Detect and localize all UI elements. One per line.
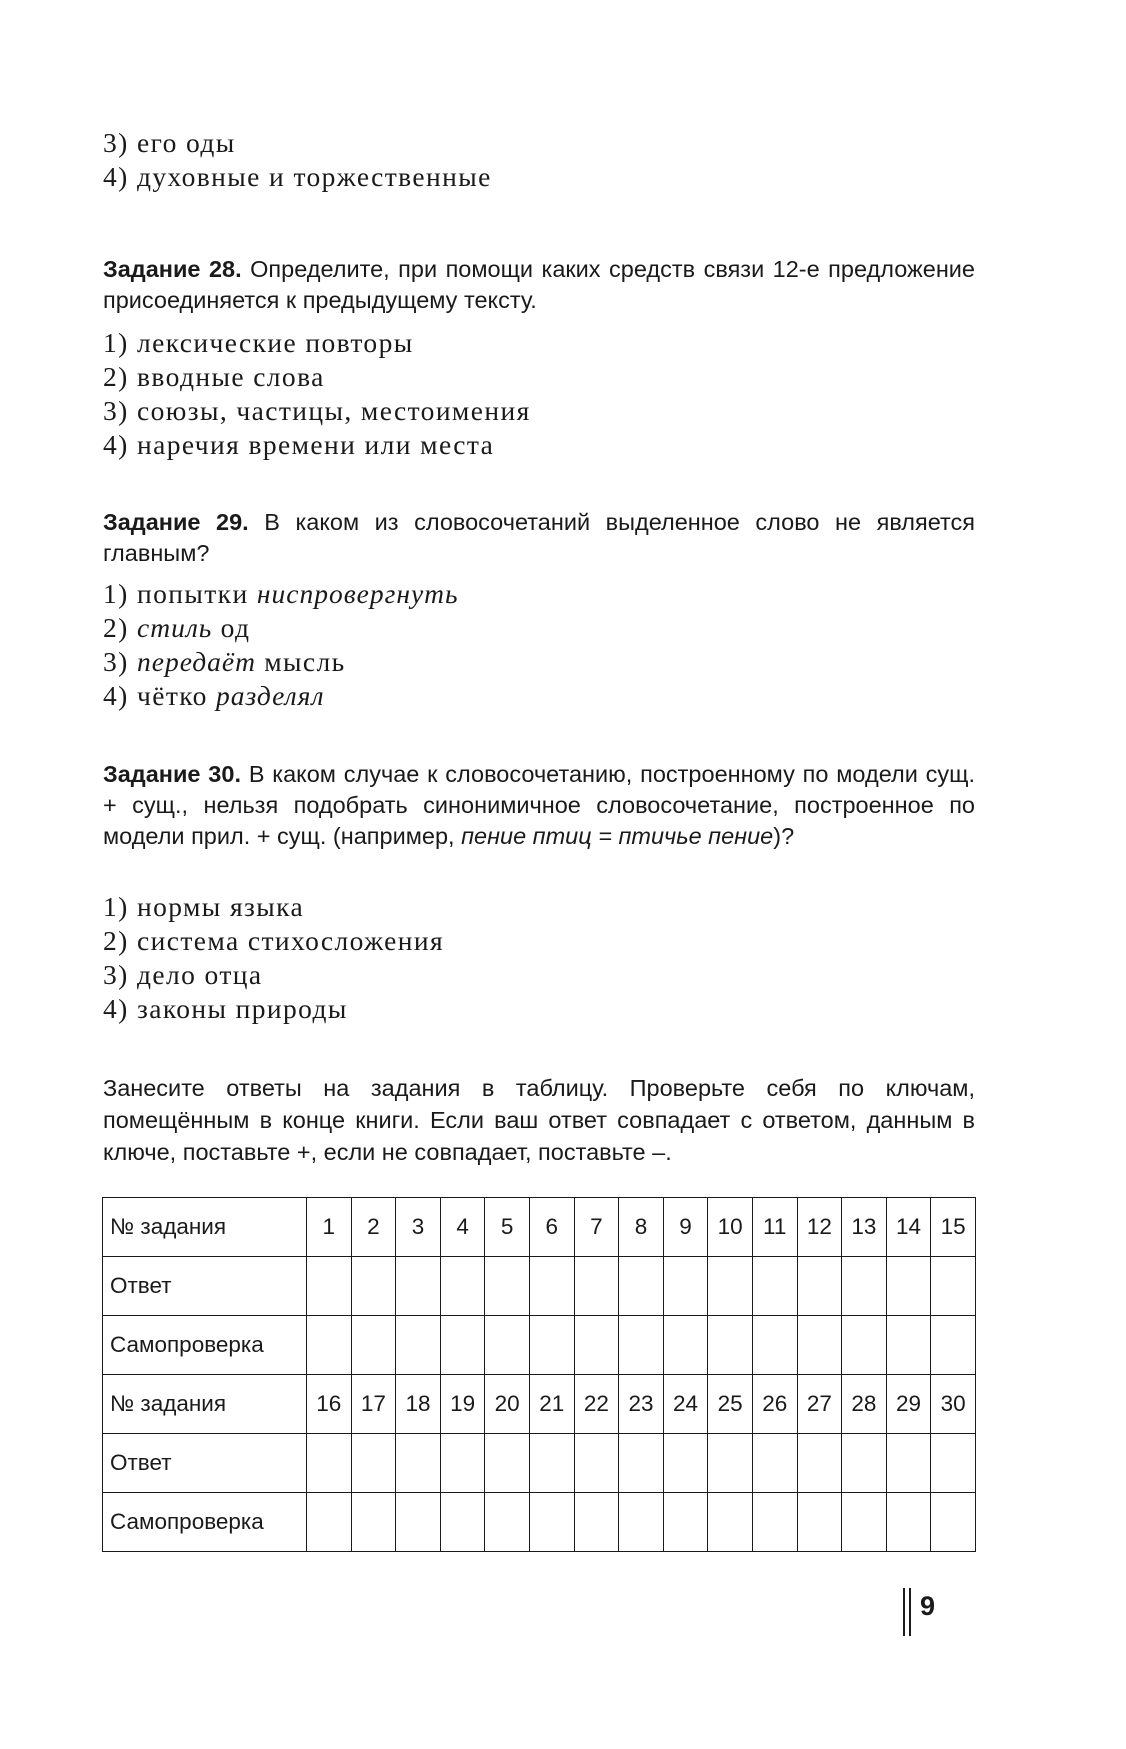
task-number-cell: 7 xyxy=(574,1198,619,1257)
self-check-row xyxy=(103,1493,976,1552)
page-number: 9 xyxy=(920,1591,936,1621)
option: 4) наречия времени или места xyxy=(103,429,495,460)
self-check-cell[interactable] xyxy=(797,1316,842,1375)
option: 1) нормы языка xyxy=(103,891,305,922)
prev-task-options xyxy=(103,126,492,194)
example-phrase: пение птиц = птичье пение xyxy=(461,823,774,849)
answer-cell[interactable] xyxy=(797,1434,842,1493)
self-check-cell[interactable] xyxy=(307,1316,352,1375)
answer-cell[interactable] xyxy=(440,1434,485,1493)
task-28-text: Определите, при помощи каких средств связи 12-е предложение присоединяется к предыдущему тексту. xyxy=(103,256,975,313)
task-28-options xyxy=(103,326,531,462)
task-number-cell: 27 xyxy=(797,1375,842,1434)
answer-cell[interactable] xyxy=(842,1257,887,1316)
option: 2) вводные слова xyxy=(103,361,325,392)
task-number-cell: 14 xyxy=(886,1198,931,1257)
answer-cell[interactable] xyxy=(842,1434,887,1493)
answer-cell[interactable] xyxy=(663,1257,708,1316)
answer-cell[interactable] xyxy=(574,1257,619,1316)
task-30-title: Задание 30. xyxy=(103,761,241,787)
task-number-cell: 21 xyxy=(529,1375,574,1434)
task-number-cell: 13 xyxy=(842,1198,887,1257)
self-check-cell[interactable] xyxy=(307,1493,352,1552)
answer-cell[interactable] xyxy=(663,1434,708,1493)
answer-cell[interactable] xyxy=(307,1257,352,1316)
option: 4) духовные и торжественные xyxy=(103,161,492,192)
row-label: Ответ xyxy=(103,1257,307,1316)
highlighted-word: передаёт xyxy=(137,646,256,677)
answer-cell[interactable] xyxy=(752,1257,797,1316)
task-number-cell: 22 xyxy=(574,1375,619,1434)
task-number-cell: 26 xyxy=(752,1375,797,1434)
answer-cell[interactable] xyxy=(440,1257,485,1316)
instructions-text: Занесите ответы на задания в таблицу. Проверьте себя по ключам, помещённым в конце книги. Если ваш ответ совпадает с ответом, данным в ключе, поставьте +, если не совпадает, поставьте –. xyxy=(103,1075,975,1165)
answer-cell[interactable] xyxy=(351,1257,396,1316)
self-check-cell[interactable] xyxy=(931,1316,976,1375)
answer-cell[interactable] xyxy=(485,1434,530,1493)
task-29-question xyxy=(103,507,975,569)
self-check-cell[interactable] xyxy=(529,1493,574,1552)
task-number-cell: 6 xyxy=(529,1198,574,1257)
task-number-cell: 1 xyxy=(307,1198,352,1257)
self-check-cell[interactable] xyxy=(752,1493,797,1552)
highlighted-word: стиль xyxy=(137,612,213,643)
answer-cell[interactable] xyxy=(931,1434,976,1493)
task-number-cell: 3 xyxy=(396,1198,441,1257)
task-29-text: В каком из словосочетаний выделенное слово не является главным? xyxy=(103,509,975,566)
self-check-cell[interactable] xyxy=(797,1493,842,1552)
self-check-cell[interactable] xyxy=(663,1316,708,1375)
self-check-cell[interactable] xyxy=(440,1493,485,1552)
answer-cell[interactable] xyxy=(797,1257,842,1316)
task-29-options xyxy=(103,577,459,713)
task-28-title: Задание 28. xyxy=(103,256,242,282)
answer-row xyxy=(103,1434,976,1493)
self-check-row xyxy=(103,1316,976,1375)
answer-cell[interactable] xyxy=(886,1434,931,1493)
self-check-cell[interactable] xyxy=(886,1316,931,1375)
task-number-cell: 24 xyxy=(663,1375,708,1434)
answer-table xyxy=(102,1197,976,1552)
task-number-cell: 2 xyxy=(351,1198,396,1257)
task-number-cell: 9 xyxy=(663,1198,708,1257)
option: 3) союзы, частицы, местоимения xyxy=(103,395,531,426)
row-label: № задания xyxy=(103,1198,307,1257)
answer-cell[interactable] xyxy=(619,1257,664,1316)
self-check-cell[interactable] xyxy=(485,1316,530,1375)
self-check-cell[interactable] xyxy=(485,1493,530,1552)
answer-cell[interactable] xyxy=(752,1434,797,1493)
answer-cell[interactable] xyxy=(708,1257,753,1316)
task-28-question xyxy=(103,254,975,316)
task-number-cell: 8 xyxy=(619,1198,664,1257)
option: 1) лексические повторы xyxy=(103,327,414,358)
self-check-cell[interactable] xyxy=(574,1493,619,1552)
task-number-cell: 15 xyxy=(931,1198,976,1257)
option: 2) система стихосложения xyxy=(103,925,445,956)
answer-cell[interactable] xyxy=(574,1434,619,1493)
self-check-cell[interactable] xyxy=(351,1316,396,1375)
self-check-cell[interactable] xyxy=(663,1493,708,1552)
self-check-cell[interactable] xyxy=(931,1493,976,1552)
answer-cell[interactable] xyxy=(931,1257,976,1316)
highlighted-word: разделял xyxy=(216,680,325,711)
row-label: № задания xyxy=(103,1375,307,1434)
self-check-cell[interactable] xyxy=(886,1493,931,1552)
option: 3) дело отца xyxy=(103,959,263,990)
answer-cell[interactable] xyxy=(396,1434,441,1493)
self-check-cell[interactable] xyxy=(574,1316,619,1375)
task-number-cell: 11 xyxy=(752,1198,797,1257)
row-label: Самопроверка xyxy=(103,1316,307,1375)
row-label: Ответ xyxy=(103,1434,307,1493)
row-label: Самопроверка xyxy=(103,1493,307,1552)
answer-cell[interactable] xyxy=(307,1434,352,1493)
self-check-cell[interactable] xyxy=(440,1316,485,1375)
self-check-cell[interactable] xyxy=(529,1316,574,1375)
answer-row xyxy=(103,1257,976,1316)
task-number-cell: 17 xyxy=(351,1375,396,1434)
task-30-question: Задание 30. В каком случае к словосочетанию, построенному по модели сущ. + сущ., нельзя подобрать синонимичное словосочетание, построенное по модели прил. + сущ. (например, пение птиц = птичье пение)? xyxy=(103,761,976,849)
option: 1) попытки ниспровергнуть xyxy=(103,578,459,609)
self-check-cell[interactable] xyxy=(396,1316,441,1375)
task-number-cell: 18 xyxy=(396,1375,441,1434)
task-number-cell: 23 xyxy=(619,1375,664,1434)
self-check-cell[interactable] xyxy=(842,1316,887,1375)
answer-cell[interactable] xyxy=(529,1257,574,1316)
task-number-cell: 12 xyxy=(797,1198,842,1257)
task-number-cell: 5 xyxy=(485,1198,530,1257)
option: 3) передаёт мысль xyxy=(103,646,346,677)
task-number-cell: 25 xyxy=(708,1375,753,1434)
task-number-cell: 29 xyxy=(886,1375,931,1434)
self-check-cell[interactable] xyxy=(619,1316,664,1375)
page-number-divider xyxy=(903,1588,911,1636)
task-number-cell: 4 xyxy=(440,1198,485,1257)
answer-cell[interactable] xyxy=(886,1257,931,1316)
task-30-options xyxy=(103,890,444,1026)
answer-cell[interactable] xyxy=(351,1434,396,1493)
self-check-cell[interactable] xyxy=(842,1493,887,1552)
task-number-cell: 28 xyxy=(842,1375,887,1434)
answer-cell[interactable] xyxy=(396,1257,441,1316)
highlighted-word: ниспровергнуть xyxy=(256,578,459,609)
task-number-cell: 19 xyxy=(440,1375,485,1434)
option: 2) стиль од xyxy=(103,612,251,643)
self-check-cell[interactable] xyxy=(619,1493,664,1552)
task-number-row xyxy=(103,1375,976,1434)
self-check-cell[interactable] xyxy=(708,1493,753,1552)
self-check-cell[interactable] xyxy=(708,1316,753,1375)
answer-cell[interactable] xyxy=(485,1257,530,1316)
answer-cell[interactable] xyxy=(529,1434,574,1493)
task-number-cell: 10 xyxy=(708,1198,753,1257)
self-check-cell[interactable] xyxy=(752,1316,797,1375)
answer-cell[interactable] xyxy=(619,1434,664,1493)
task-number-cell: 20 xyxy=(485,1375,530,1434)
option: 4) законы природы xyxy=(103,993,348,1024)
task-number-row xyxy=(103,1198,976,1257)
self-check-cell[interactable] xyxy=(351,1493,396,1552)
option: 3) его оды xyxy=(103,127,236,158)
task-number-cell: 16 xyxy=(307,1375,352,1434)
task-29-title: Задание 29. xyxy=(103,509,249,535)
answer-cell[interactable] xyxy=(708,1434,753,1493)
task-number-cell: 30 xyxy=(931,1375,976,1434)
self-check-cell[interactable] xyxy=(396,1493,441,1552)
option: 4) чётко разделял xyxy=(103,680,325,711)
